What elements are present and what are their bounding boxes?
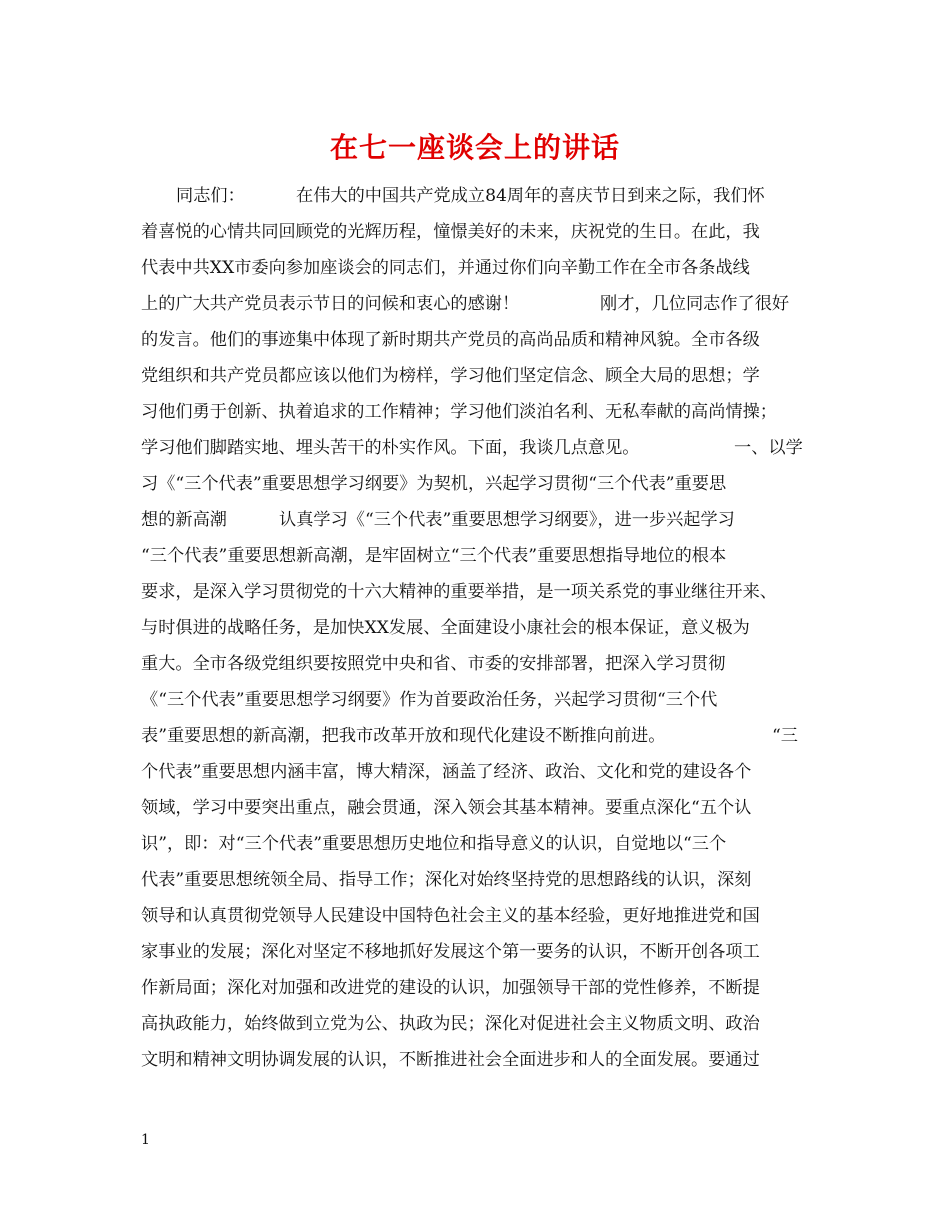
text-line [141, 1042, 831, 1078]
text-segment: “三 [772, 726, 798, 746]
text-line [141, 250, 831, 286]
text-line [141, 574, 831, 610]
text-segment: 家事业的发展；深化对坚定不移地抓好发展这个第一要务的认识，不断开创各项工 [141, 942, 760, 962]
text-segment: 想的新高潮 [141, 510, 227, 530]
text-segment: 同志们： [176, 186, 245, 206]
text-line [141, 466, 831, 502]
text-line [141, 826, 831, 862]
text-line [141, 934, 831, 970]
text-segment: 领导和认真贯彻党领导人民建设中国特色社会主义的基本经验，更好地推进党和国 [141, 906, 760, 926]
text-line [141, 430, 831, 466]
text-line [141, 898, 831, 934]
text-segment: 识”，即：对“三个代表”重要思想历史地位和指导意义的认识，自觉地以“三个 [141, 834, 727, 854]
text-line [141, 322, 831, 358]
text-line [141, 394, 831, 430]
text-line [141, 286, 831, 322]
text-segment: 作新局面；深化对加强和改进党的建设的认识，加强领导干部的党性修养，不断提 [141, 978, 760, 998]
page-number: 1 [141, 1132, 150, 1148]
text-segment: 刚才，几位同志作了很好 [600, 294, 790, 314]
text-segment: 的发言。他们的事迹集中体现了新时期共产党员的高尚品质和精神风貌。全市各级 [141, 330, 760, 350]
text-segment: 党组织和共产党员都应该以他们为榜样，学习他们坚定信念、顾全大局的思想；学 [141, 366, 760, 386]
text-segment: 习他们勇于创新、执着追求的工作精神；学习他们淡泊名利、无私奉献的高尚情操； [141, 402, 777, 422]
text-segment: 要求，是深入学习贯彻党的十六大精神的重要举措，是一项关系党的事业继往开来、 [141, 582, 777, 602]
text-line [141, 1006, 831, 1042]
text-segment: 学习他们脚踏实地、埋头苦干的朴实作风。下面，我谈几点意见。 [141, 438, 640, 458]
text-line [141, 214, 831, 250]
text-segment: 在伟大的中国共产党成立84周年的喜庆节日到来之际，我们怀 [296, 186, 765, 206]
text-line [141, 610, 831, 646]
text-segment: 着喜悦的心情共同回顾党的光辉历程，憧憬美好的未来，庆祝党的生日。在此，我 [141, 222, 760, 242]
text-segment: 认真学习《“三个代表”重要思想学习纲要》，进一步兴起学习 [279, 510, 735, 530]
document-title: 在七一座谈会上的讲话 [329, 131, 620, 164]
text-line [141, 502, 831, 538]
text-segment: 一、以学 [734, 438, 803, 458]
text-line [141, 178, 831, 214]
text-segment: 文明和精神文明协调发展的认识，不断推进社会全面进步和人的全面发展。要通过 [141, 1050, 760, 1070]
text-line [141, 754, 831, 790]
text-line [141, 646, 831, 682]
text-segment: 个代表”重要思想内涵丰富，博大精深，涵盖了经济、政治、文化和党的建设各个 [141, 762, 752, 782]
text-line [141, 862, 831, 898]
text-line [141, 790, 831, 826]
text-line [141, 970, 831, 1006]
text-line [141, 718, 831, 754]
text-segment: 表”重要思想的新高潮，把我市改革开放和现代化建设不断推向前进。 [141, 726, 666, 746]
text-segment: 《“三个代表”重要思想学习纲要》作为首要政治任务，兴起学习贯彻“三个代 [141, 690, 718, 710]
text-segment: 代表”重要思想统领全局、指导工作；深化对始终坚持党的思想路线的认识，深刻 [141, 870, 752, 890]
text-line [141, 682, 831, 718]
text-segment: 重大。全市各级党组织要按照党中央和省、市委的安排部署，把深入学习贯彻 [141, 654, 726, 674]
text-segment: 代表中共XX市委向参加座谈会的同志们，并通过你们向辛勤工作在全市各条战线 [141, 258, 750, 278]
text-line [141, 358, 831, 394]
text-segment: “三个代表”重要思想新高潮，是牢固树立“三个代表”重要思想指导地位的根本 [141, 546, 727, 566]
text-segment: 领域，学习中要突出重点，融会贯通，深入领会其基本精神。要重点深化“五个认 [141, 798, 752, 818]
text-segment: 习《“三个代表”重要思想学习纲要》为契机，兴起学习贯彻“三个代表”重要思 [141, 474, 727, 494]
text-line [141, 538, 831, 574]
text-segment: 高执政能力，始终做到立党为公、执政为民；深化对促进社会主义物质文明、政治 [141, 1014, 760, 1034]
text-segment: 上的广大共产党员表示节日的问候和衷心的感谢！ [141, 294, 520, 314]
text-segment: 与时俱进的战略任务，是加快XX发展、全面建设小康社会的根本保证，意义极为 [141, 618, 750, 638]
body-text [141, 178, 831, 1078]
